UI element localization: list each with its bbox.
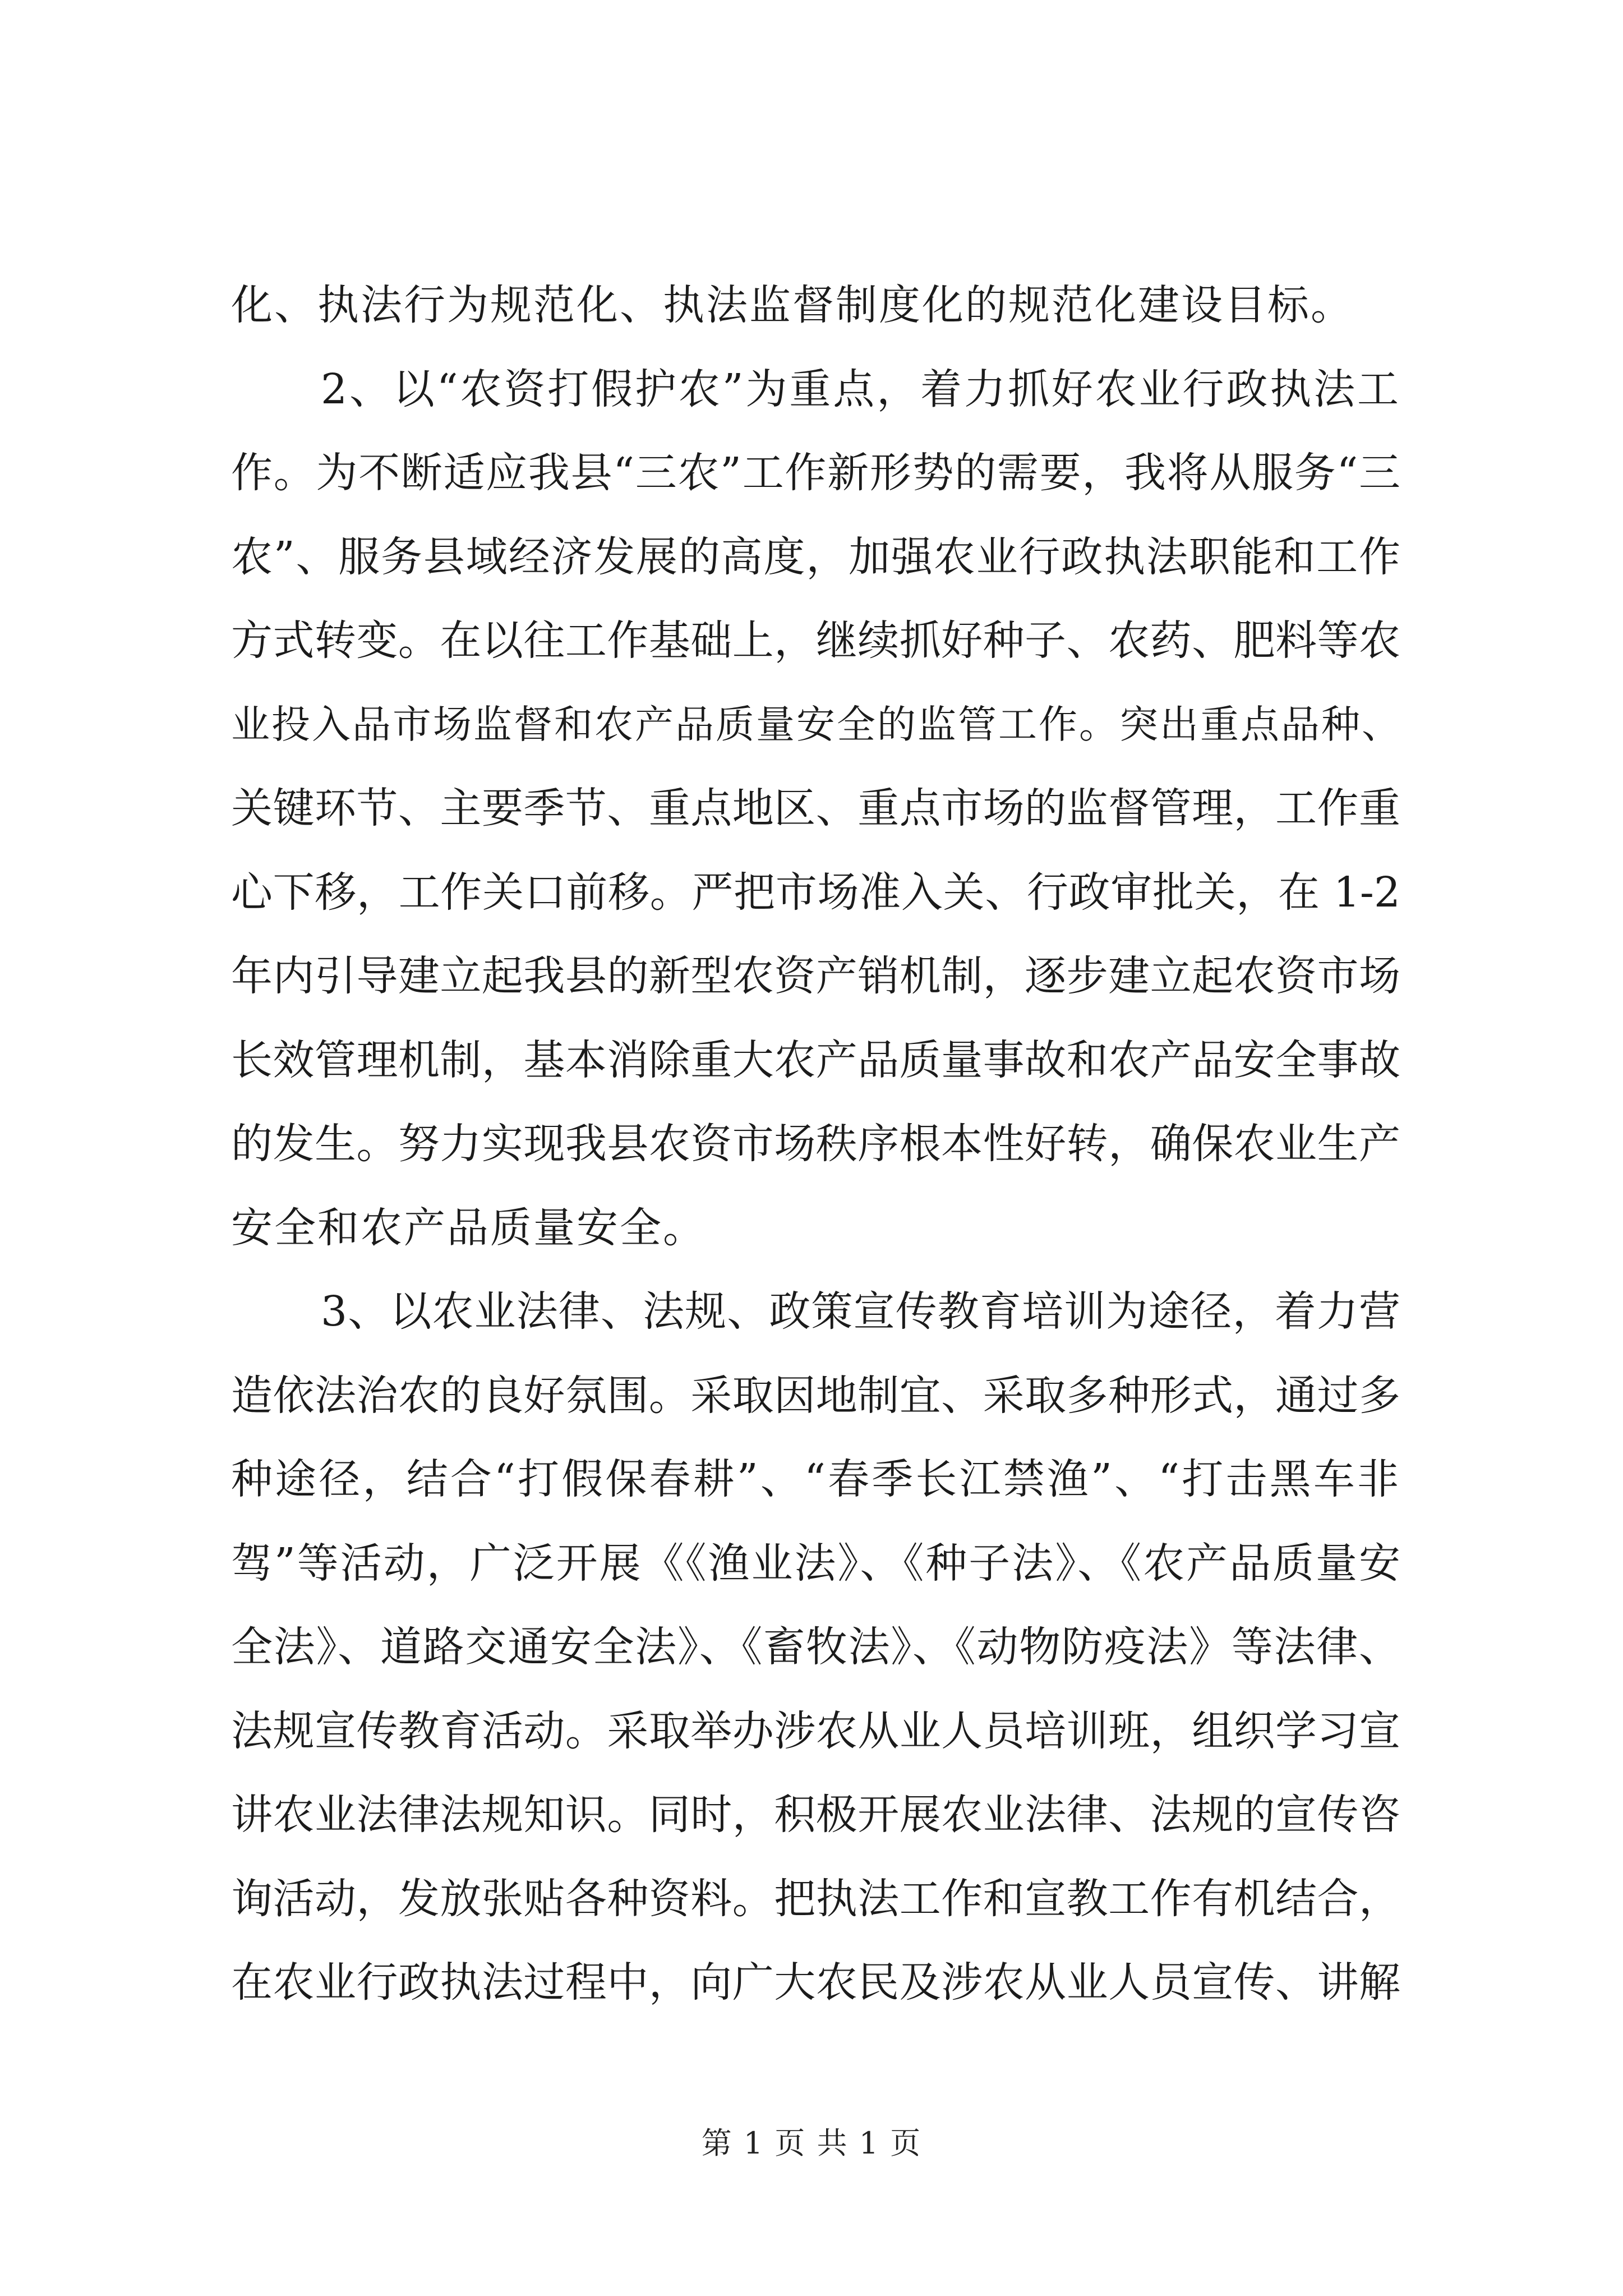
text-line: 种途径，结合“打假保春耕”、“春季长江禁渔”、“打击黑车非 <box>231 1455 1400 1503</box>
text-line: 造依法治农的良好氛围。采取因地制宜、采取多种形式，通过多 <box>231 1371 1400 1420</box>
text-line: 询活动，发放张贴各种资料。把执法工作和宣教工作有机结合， <box>231 1874 1400 1923</box>
text-line: 讲农业法律法规知识。同时，积极开展农业法律、法规的宣传咨 <box>231 1791 1400 1839</box>
text-line: 长效管理机制，基本消除重大农产品质量事故和农产品安全事故 <box>231 1036 1400 1084</box>
text-line: 作。为不断适应我县“三农”工作新形势的需要，我将从服务“三 <box>231 449 1400 497</box>
page-footer: 第 1 页 共 1 页 <box>701 2125 922 2161</box>
text-line: 农”、服务县域经济发展的高度，加强农业行政执法职能和工作 <box>231 532 1400 581</box>
text-line: 2、以“农资打假护农”为重点，着力抓好农业行政执法工 <box>321 365 1400 413</box>
text-line: 在农业行政执法过程中，向广大农民及涉农从业人员宣传、讲解 <box>231 1958 1400 2007</box>
body-text <box>231 264 1400 2025</box>
text-line: 驾”等活动，广泛开展《《渔业法》、《种子法》、《农产品质量安 <box>231 1539 1400 1588</box>
text-line: 年内引导建立起我县的新型农资产销机制，逐步建立起农资市场 <box>231 952 1400 1000</box>
text-line: 关键环节、主要季节、重点地区、重点市场的监督管理，工作重 <box>231 784 1400 832</box>
text-line: 安全和农产品质量安全。 <box>231 1203 706 1252</box>
text-line: 全法》、道路交通安全法》、《畜牧法》、《动物防疫法》等法律、 <box>231 1623 1400 1671</box>
text-line: 法规宣传教育活动。采取举办涉农从业人员培训班，组织学习宣 <box>231 1706 1400 1755</box>
text-line: 业投入品市场监督和农产品质量安全的监管工作。突出重点品种、 <box>231 702 1400 747</box>
text-line: 化、执法行为规范化、执法监督制度化的规范化建设目标。 <box>231 281 1354 329</box>
text-line: 的发生。努力实现我县农资市场秩序根本性好转，确保农业生产 <box>231 1120 1400 1168</box>
text-line: 方式转变。在以往工作基础上，继续抓好种子、农药、肥料等农 <box>231 616 1400 665</box>
text-line: 心下移，工作关口前移。严把市场准入关、行政审批关，在 1-2 <box>231 868 1400 917</box>
text-line: 3、以农业法律、法规、政策宣传教育培训为途径，着力营 <box>321 1287 1400 1336</box>
